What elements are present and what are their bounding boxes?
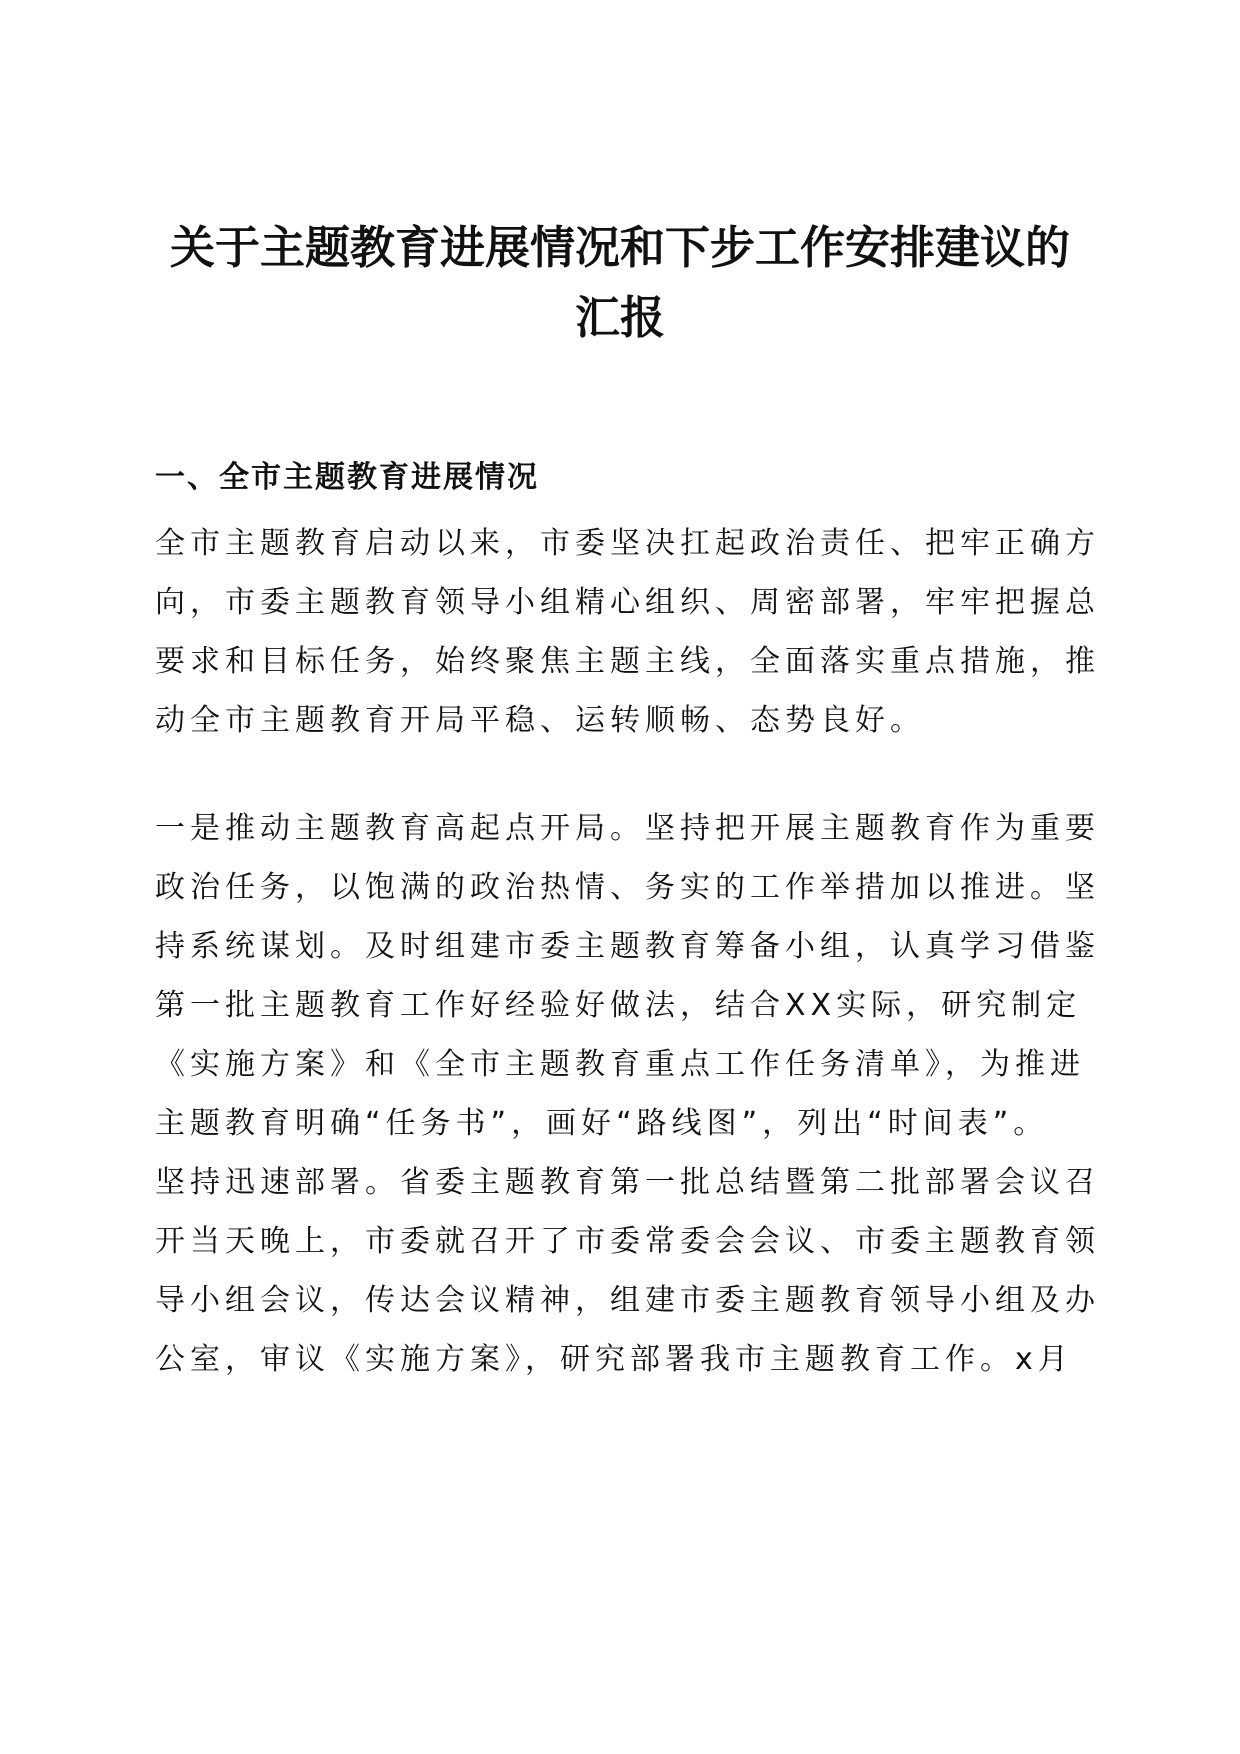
paragraph1-line: 向，市委主题教育领导小组精心组织、周密部署，牢牢把握总 [155, 585, 1100, 620]
section-heading: 一、全市主题教育进展情况 [155, 460, 539, 495]
paragraph2-line: 导小组会议，传达会议精神，组建市委主题教育领导小组及办 [155, 1283, 1100, 1318]
paragraph2-line: 持系统谋划。及时组建市委主题教育筹备小组，认真学习借鉴 [155, 929, 1100, 964]
paragraph2-line: 一是推动主题教育高起点开局。坚持把开展主题教育作为重要 [155, 811, 1100, 846]
paragraph1-line: 全市主题教育启动以来，市委坚决扛起政治责任、把牢正确方 [155, 526, 1100, 561]
paragraph1-line: 要求和目标任务，始终聚焦主题主线，全面落实重点措施，推 [155, 644, 1100, 679]
paragraph2-line: 公室，审议《实施方案》，研究部署我市主题教育工作。x月 [155, 1342, 1073, 1377]
paragraph2-line: 坚持迅速部署。省委主题教育第一批总结暨第二批部署会议召 [155, 1165, 1100, 1200]
paragraph2-line: 《实施方案》和《全市主题教育重点工作任务清单》，为推进 [155, 1047, 1085, 1082]
paragraph2-line: 政治任务，以饱满的政治热情、务实的工作举措加以推进。坚 [155, 870, 1100, 905]
paragraph2-line: 第一批主题教育工作好经验好做法，结合XX实际，研究制定 [155, 988, 1082, 1023]
paragraph2-line: 开当天晚上，市委就召开了市委常委会会议、市委主题教育领 [155, 1224, 1100, 1259]
document-title-line-2: 汇报 [574, 291, 665, 344]
paragraph1-line: 动全市主题教育开局平稳、运转顺畅、态势良好。 [155, 703, 925, 738]
document-title-line-1: 关于主题教育进展情况和下步工作安排建议的 [169, 221, 1070, 274]
paragraph2-line: 主题教育明确“任务书”，画好“路线图”，列出“时间表”。 [155, 1106, 1049, 1141]
